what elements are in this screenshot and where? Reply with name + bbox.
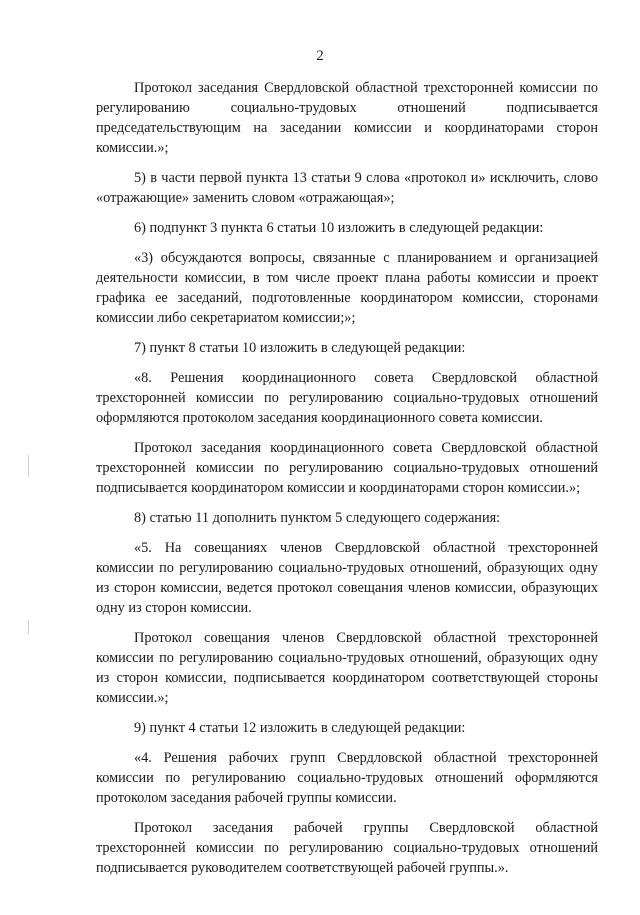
paragraph: 6) подпункт 3 пункта 6 статьи 10 изложить в следующей редакции: bbox=[134, 220, 544, 236]
paragraph: Протокол совещания членов Свердловской областной трехсторонней комиссии по регулированию социально-трудовых отношений, образующих одну из сторон комиссии, подписывается координатором соответствующей стороны комиссии.»; bbox=[96, 630, 598, 706]
paragraph: 5) в части первой пункта 13 статьи 9 слова «протокол и» исключить, слово «отражающие» заменить словом «отражающая»; bbox=[96, 170, 598, 206]
paragraph: Протокол заседания рабочей группы Свердловской областной трехсторонней комиссии по регулированию социально-трудовых отношений подписывается руководителем соответствующей рабочей группы.». bbox=[96, 820, 598, 876]
scan-margin-mark bbox=[28, 620, 29, 634]
paragraph: 7) пункт 8 статьи 10 изложить в следующей редакции: bbox=[134, 340, 466, 356]
paragraph: «3) обсуждаются вопросы, связанные с планированием и организацией деятельности комиссии, в том числе проект плана работы комиссии и проект графика ее заседаний, подготовленные координатором комиссии, сторонами комиссии либо секретариатом комиссии;»; bbox=[96, 250, 598, 326]
document-body bbox=[96, 78, 598, 888]
paragraph: 9) пункт 4 статьи 12 изложить в следующей редакции: bbox=[134, 720, 466, 736]
paragraph: «5. На совещаниях членов Свердловской областной трехсторонней комиссии по регулированию социально-трудовых отношений, образующих одну из сторон комиссии, ведется протокол совещания членов комиссии, образующих одну из сторон комиссии. bbox=[96, 540, 598, 616]
paragraph: «4. Решения рабочих групп Свердловской областной трехсторонней комиссии по регулированию социально-трудовых отношений оформляются протоколом заседания рабочей группы комиссии. bbox=[96, 750, 598, 806]
paragraph: Протокол заседания Свердловской областной трехсторонней комиссии по регулированию социально-трудовых отношений подписывается председательствующим на заседании комиссии и координаторами сторон комиссии.»; bbox=[96, 80, 598, 156]
page-number: 2 bbox=[316, 48, 324, 64]
paragraph: 8) статью 11 дополнить пунктом 5 следующего содержания: bbox=[134, 510, 501, 526]
paragraph: «8. Решения координационного совета Свердловской областной трехсторонней комиссии по регулированию социально-трудовых отношений оформляются протоколом заседания координационного совета комиссии. bbox=[96, 370, 598, 426]
scan-margin-mark bbox=[28, 455, 29, 477]
paragraph: Протокол заседания координационного совета Свердловской областной трехсторонней комиссии по регулированию социально-трудовых отношений подписывается координатором комиссии и координаторами сторон комиссии.»; bbox=[96, 440, 598, 496]
